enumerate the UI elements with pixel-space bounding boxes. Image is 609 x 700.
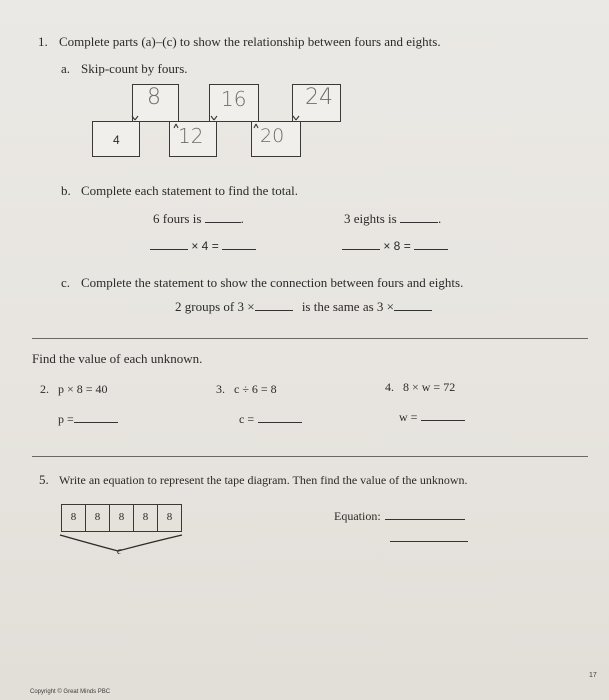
- problem-5-text: Write an equation to represent the tape diagram. Then find the value of the unknown.: [59, 473, 468, 487]
- answer-blank[interactable]: [385, 508, 465, 520]
- tape-cell: 8: [134, 505, 158, 531]
- arrow-mark: [211, 116, 217, 120]
- problem-2: [40, 382, 108, 397]
- problem-2-equation: p × 8 = 40: [58, 382, 108, 396]
- part-a-text: Skip-count by fours.: [81, 61, 188, 76]
- copyright-footer: Copyright © Great Minds PBC: [30, 689, 111, 695]
- problem-3-number: 3.: [216, 382, 225, 396]
- problem-2-number: 2.: [40, 382, 49, 396]
- page-number: 17: [589, 672, 597, 679]
- answer-blank[interactable]: [255, 299, 293, 311]
- answer-blank[interactable]: [400, 211, 438, 223]
- problem-3: [216, 382, 277, 397]
- arrow-mark: [132, 116, 138, 120]
- answer-blank[interactable]: [258, 411, 302, 423]
- answer-blank[interactable]: [394, 299, 432, 311]
- answer-blank[interactable]: [342, 238, 380, 250]
- problem-1-text: Complete parts (a)–(c) to show the relationship between fours and eights.: [59, 34, 441, 49]
- w-answer: [399, 409, 465, 425]
- section-divider: [32, 338, 588, 339]
- skip-box-value: 8: [147, 85, 161, 110]
- eights-equation-text: × 8 =: [383, 239, 411, 253]
- fours-equation: [150, 238, 256, 253]
- c-answer-label: c =: [239, 412, 255, 426]
- problem-4: [385, 380, 455, 395]
- answer-blank[interactable]: [150, 238, 188, 250]
- skip-arrows: [90, 80, 350, 160]
- answer-blank[interactable]: [74, 411, 118, 423]
- connection-statement: [175, 299, 432, 315]
- problem-4-number: 4.: [385, 380, 394, 394]
- p-answer-label: p =: [58, 412, 74, 426]
- tape-cell: 8: [86, 505, 110, 531]
- answer-blank[interactable]: [222, 238, 256, 250]
- equation-label: Equation:: [334, 509, 381, 523]
- problem-5-number: 5.: [39, 472, 49, 487]
- three-eights-statement: 3 eights is .: [344, 211, 442, 226]
- tape-cell: 8: [166, 511, 173, 523]
- tape-cell: 8: [62, 505, 86, 531]
- part-c-text: Complete the statement to show the connection between fours and eights.: [81, 275, 464, 290]
- p-answer: [58, 411, 118, 427]
- answer-blank[interactable]: [421, 409, 465, 421]
- part-b-text: Complete each statement to find the total.: [81, 183, 298, 198]
- answer-line[interactable]: [390, 541, 468, 542]
- three-eights-label: 3 eights is: [344, 211, 397, 226]
- arrow-mark: [174, 124, 178, 128]
- problem-4-equation: 8 × w = 72: [403, 380, 456, 394]
- skip-box-value: 24: [305, 85, 333, 110]
- tape-diagram: [61, 504, 182, 532]
- part-b-letter: b.: [61, 183, 71, 198]
- six-fours-statement: 6 fours is .: [153, 211, 244, 226]
- w-answer-label: w =: [399, 410, 418, 424]
- unknowns-heading: Find the value of each unknown.: [32, 351, 203, 366]
- fours-equation-text: × 4 =: [191, 239, 219, 253]
- eights-equation: [342, 238, 448, 253]
- arrow-mark: [254, 124, 258, 128]
- answer-blank[interactable]: [205, 211, 241, 223]
- connection-start: 2 groups of 3 ×: [175, 299, 255, 314]
- c-answer: [239, 411, 302, 427]
- arrow-mark: [293, 116, 299, 120]
- answer-blank[interactable]: [414, 238, 448, 250]
- tape-brace: [58, 533, 188, 557]
- skip-box-value: 20: [260, 125, 285, 147]
- problem-1-number: 1.: [38, 34, 48, 49]
- part-c-letter: c.: [61, 275, 71, 290]
- tape-cell: 8: [110, 505, 134, 531]
- skip-box-value: 4: [113, 133, 120, 147]
- connection-middle: is the same as 3 ×: [301, 299, 394, 314]
- skip-box-value: 12: [178, 124, 204, 148]
- six-fours-label: 6 fours is: [153, 211, 202, 226]
- skip-box-value: 16: [221, 87, 247, 111]
- tape-unknown-label: c: [117, 546, 122, 557]
- problem-3-equation: c ÷ 6 = 8: [234, 382, 277, 396]
- section-divider: [32, 456, 588, 457]
- part-a-letter: a.: [61, 61, 71, 76]
- equation-answer: [334, 508, 465, 524]
